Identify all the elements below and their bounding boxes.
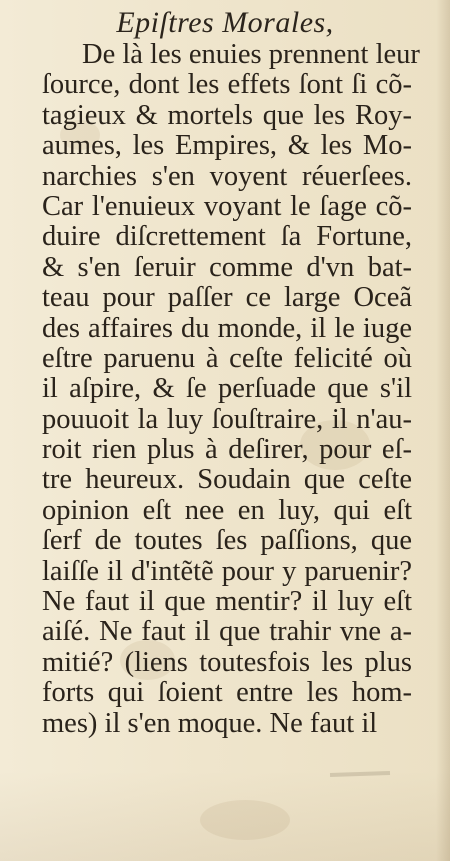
text-line: ſerf de toutes ſes paſſions, que bbox=[42, 525, 412, 557]
text-line: Ne faut il que mentir? il luy eſt bbox=[42, 586, 412, 618]
text-line: roit rien plus à deſirer, pour eſ- bbox=[42, 434, 412, 466]
text-line: pouuoit la luy ſouſtraire, il n'au- bbox=[42, 403, 412, 435]
text-line: mitié? (liens toutesfois les plus bbox=[42, 646, 412, 678]
page-bottom-shade bbox=[0, 771, 450, 861]
text-line: tagieux & mortels que les Roy- bbox=[42, 99, 412, 131]
text-line: forts qui ſoient entre les hom- bbox=[42, 677, 412, 709]
running-head: Epiſtres Morales, bbox=[116, 6, 334, 39]
text-line: & s'en ſeruir comme d'vn bat- bbox=[42, 251, 412, 283]
text-line: tre heureux. Soudain que ceſte bbox=[42, 464, 412, 496]
body-text bbox=[42, 39, 420, 739]
text-line: teau pour paſſer ce large Oceã bbox=[42, 282, 412, 314]
text-line: eſtre paruenu à ceſte felicité où bbox=[42, 342, 412, 374]
text-line: ſource, dont les effets ſont ſi cõ- bbox=[42, 69, 412, 101]
text-line: De là les enuies prennent leur bbox=[82, 39, 420, 70]
text-line: duire diſcrettement ſa Fortune, bbox=[42, 221, 412, 253]
text-line: des affaires du monde, il le iuge bbox=[42, 312, 412, 344]
text-line: opinion eſt nee en luy, qui eſt bbox=[42, 494, 412, 526]
page-edge-shadow bbox=[436, 0, 450, 861]
text-line: laiſſe il d'intẽtẽ pour y paruenir? bbox=[42, 555, 412, 587]
text-line: aiſé. Ne faut il que trahir vne a- bbox=[42, 616, 412, 648]
text-line: narchies s'en voyent réuerſees. bbox=[42, 160, 412, 192]
text-line: aumes, les Empires, & les Mo- bbox=[42, 130, 412, 162]
text-line: mes) il s'en moque. Ne faut il bbox=[42, 707, 378, 739]
text-line: Car l'enuieux voyant le ſage cõ- bbox=[42, 190, 412, 222]
text-line: il aſpire, & ſe perſuade que s'il bbox=[42, 373, 412, 405]
